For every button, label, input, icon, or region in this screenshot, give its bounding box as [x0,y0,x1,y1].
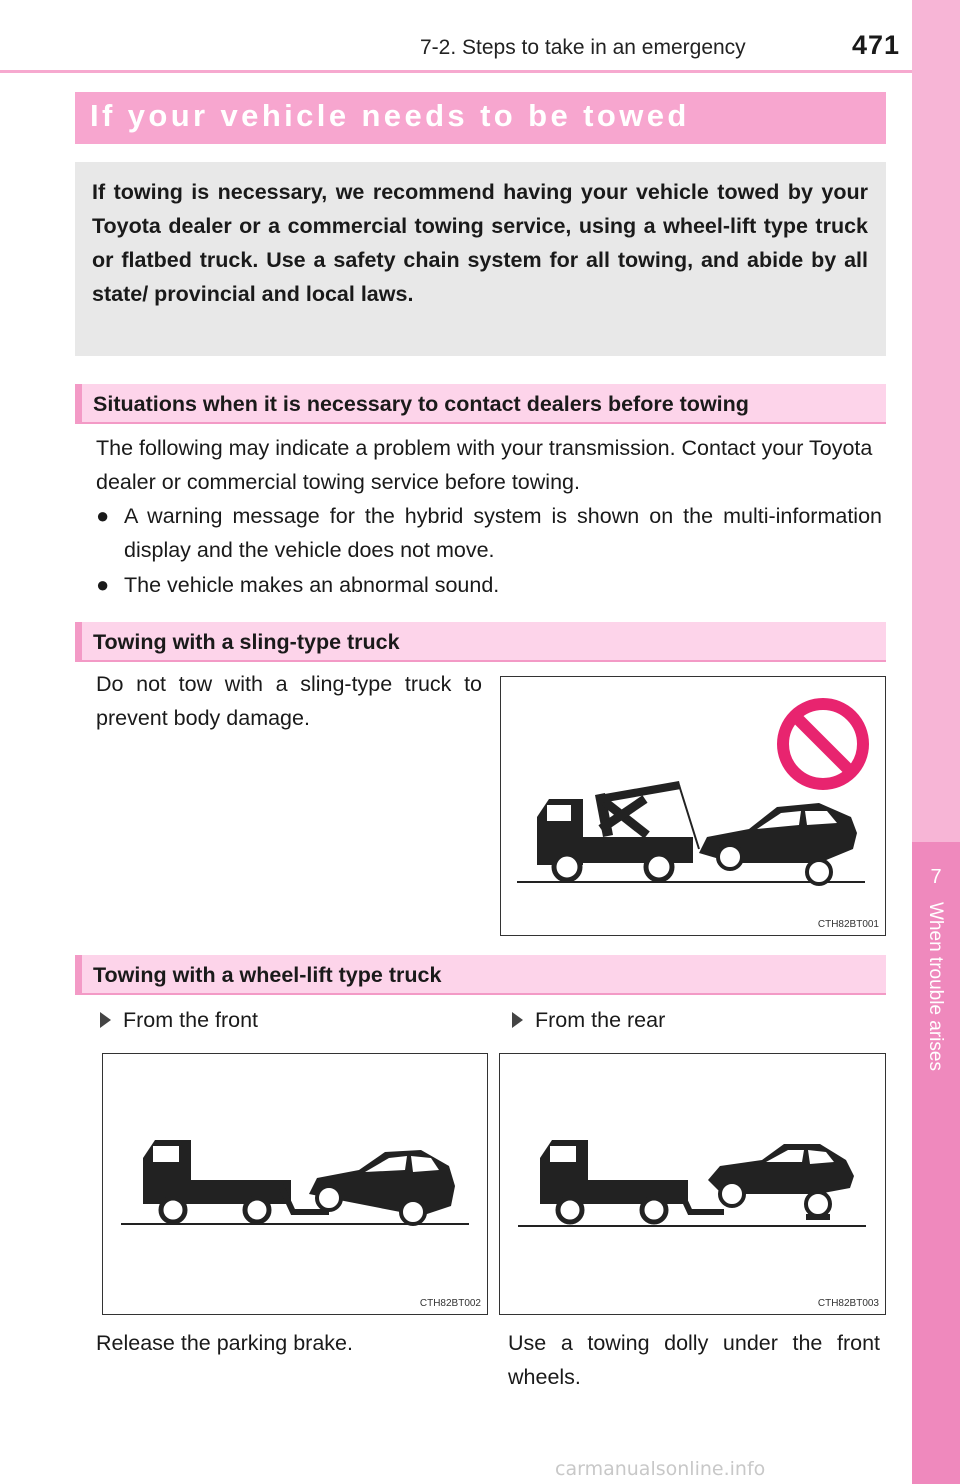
triangle-bullet-icon [512,1012,523,1028]
sling-text: Do not tow with a sling-type truck to prevent body damage. [96,672,482,730]
front-tow-illustration [103,1054,486,1313]
triangle-bullet-icon [100,1012,111,1028]
front-tow-figure [102,1053,488,1315]
figure-code: CTH82BT003 [817,1298,879,1309]
bullet-icon: ● [96,572,110,597]
situations-text: The following may indicate a problem with your transmission. Contact your Toyota dealer or commercial towing service before towing. [96,436,873,494]
figure-code: CTH82BT002 [419,1298,481,1309]
wheel-lift-heading: Towing with a wheel-lift type truck [75,955,886,995]
intro-text: If towing is necessary, we recommend having your vehicle towed by your Toyota dealer or a commercial towing service, using a wheel-lift type truck or flatbed truck. Use a safety chain system for all towing, and abide by all state/ provincial and local laws. [92,180,868,306]
side-tab-title: When trouble arises [925,902,946,1071]
page-title: If your vehicle needs to be towed [90,98,690,133]
figure-code: CTH82BT001 [817,919,879,930]
header-divider [0,70,912,73]
watermark: carmanualsonline.info [555,1458,766,1480]
rear-tow-figure [499,1053,886,1315]
section-label: 7-2. Steps to take in an emergency [420,36,746,59]
rear-tow-illustration [500,1054,884,1313]
situations-heading: Situations when it is necessary to contact dealers before towing [75,384,886,424]
sling-truck-figure [500,676,886,936]
side-tab-chapter-number: 7 [930,866,942,888]
front-tow-text: Release the parking brake. [96,1331,353,1355]
bullet-icon: ● [96,503,110,528]
rear-tow-text: Use a towing dolly under the front wheels. [508,1331,880,1389]
situations-bullet-2: ● The vehicle makes an abnormal sound. [96,572,500,597]
from-front-label: From the front [100,1003,460,1037]
sling-heading: Towing with a sling-type truck [75,622,886,662]
from-rear-label: From the rear [512,1003,872,1037]
page-number: 471 [851,30,900,60]
sling-truck-illustration [501,677,884,934]
intro-box [75,162,886,356]
situations-bullet-1: ● A warning message for the hybrid system is shown on the multi-information display and the vehicle does not move. [96,503,882,562]
